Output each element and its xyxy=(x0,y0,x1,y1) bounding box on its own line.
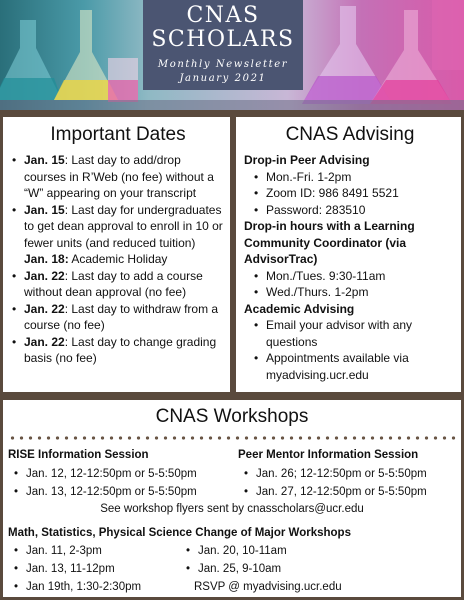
llc-item: • Mon./Tues. 9:30-11am xyxy=(244,268,456,285)
date-text: Academic Holiday xyxy=(68,252,168,266)
date-text: : Last day to add a course without dean approval (no fee) xyxy=(24,268,203,299)
advising-section xyxy=(244,124,456,383)
change-of-major-item: • Jan 19th, 1:30-2:30pm xyxy=(8,578,188,596)
change-of-major-left xyxy=(8,542,188,596)
peer-mentor-item: • Jan. 26; 12-12:50pm or 5-5:50pm xyxy=(238,465,460,483)
rise-list xyxy=(8,465,228,501)
academic-advising-item: • Appointments available via myadvising.ucr.edu xyxy=(244,350,456,383)
advising-heading: CNAS Advising xyxy=(285,124,415,145)
rise-item: • Jan. 12, 12-12:50pm or 5-5:50pm xyxy=(8,465,228,483)
date-label: Jan. 18: xyxy=(24,252,69,266)
peer-advising-item: • Password: 283510 xyxy=(244,202,456,219)
date-item xyxy=(10,152,226,202)
title-scholars: SCHOLARS xyxy=(151,27,295,52)
peer-advising-item: • Zoom ID: 986 8491 5521 xyxy=(244,185,456,202)
date-item xyxy=(10,268,226,301)
peer-mentor-section xyxy=(238,447,460,501)
dotted-divider xyxy=(8,436,456,440)
date-item xyxy=(10,251,226,268)
date-label: Jan. 15 xyxy=(24,202,65,217)
date-text: : Last day to withdraw from a course (no fee) xyxy=(24,301,219,332)
peer-advising-list xyxy=(244,169,456,219)
date-label: Jan. 22 xyxy=(24,301,65,316)
date-item xyxy=(10,202,226,252)
academic-advising-list xyxy=(244,317,456,383)
peer-advising-heading: Drop-in Peer Advising xyxy=(244,153,370,167)
important-dates-list xyxy=(10,152,226,367)
change-of-major-item: • Jan. 11, 2-3pm xyxy=(8,542,188,560)
workshops-heading: CNAS Workshops xyxy=(155,406,309,427)
llc-item: • Wed./Thurs. 1-2pm xyxy=(244,284,456,301)
change-of-major-right xyxy=(180,542,380,596)
date-text: : Last day for undergraduates to get dean approval to enroll in 10 or fewer units (and reduced tuition) xyxy=(24,202,223,250)
important-dates-heading: Important Dates xyxy=(50,124,186,145)
change-of-major-item: • Jan. 25, 9-10am xyxy=(180,560,380,578)
column-divider xyxy=(230,110,236,396)
middle-divider xyxy=(0,392,464,400)
date-item xyxy=(10,334,226,367)
change-of-major-list-left xyxy=(8,542,188,596)
title-cnas: CNAS xyxy=(186,3,260,28)
change-of-major-item: • Jan. 13, 11-12pm xyxy=(8,560,188,578)
date-text: : Last day to change grading basis (no fee) xyxy=(24,334,217,365)
flyers-note: See workshop flyers sent by cnasscholars@ucr.edu xyxy=(100,503,364,515)
date-label: Jan. 15 xyxy=(24,153,65,167)
date-label: Jan. 22 xyxy=(24,268,65,283)
change-of-major-list-right xyxy=(180,542,380,578)
llc-heading: Drop-in hours with a Learning Community Coordinator (via AdvisorTrac) xyxy=(244,219,415,266)
llc-list xyxy=(244,268,456,301)
academic-advising-item: • Email your advisor with any questions xyxy=(244,317,456,350)
change-of-major-heading: Math, Statistics, Physical Science Change of Major Workshops xyxy=(8,527,351,539)
date-text: : Last day to add/drop courses in R’Web (no fee) without a “W” appearing on your transcript xyxy=(24,153,214,200)
peer-mentor-list xyxy=(238,465,460,501)
rsvp-line: RSVP @ myadvising.ucr.edu xyxy=(194,581,342,593)
rise-heading: RISE Information Session xyxy=(8,449,149,461)
date-item xyxy=(10,301,226,334)
rise-section xyxy=(8,447,228,501)
peer-mentor-heading: Peer Mentor Information Session xyxy=(238,449,419,461)
newsletter-title-box xyxy=(143,0,303,90)
subtitle-date: January 2021 xyxy=(179,73,267,84)
academic-advising-heading: Academic Advising xyxy=(244,301,355,316)
change-of-major-item: • Jan. 20, 10-11am xyxy=(180,542,380,560)
header-banner xyxy=(0,0,464,110)
date-label: Jan. 22 xyxy=(24,334,65,349)
rise-item: • Jan. 13, 12-12:50pm or 5-5:50pm xyxy=(8,483,228,501)
important-dates-section xyxy=(10,124,226,367)
subtitle-newsletter: Monthly Newsletter xyxy=(157,59,289,70)
change-of-major-section xyxy=(8,525,456,541)
left-border xyxy=(0,110,3,600)
peer-mentor-item: • Jan. 27, 12-12:50pm or 5-5:50pm xyxy=(238,483,460,501)
peer-advising-item: • Mon.-Fri. 1-2pm xyxy=(244,169,456,186)
